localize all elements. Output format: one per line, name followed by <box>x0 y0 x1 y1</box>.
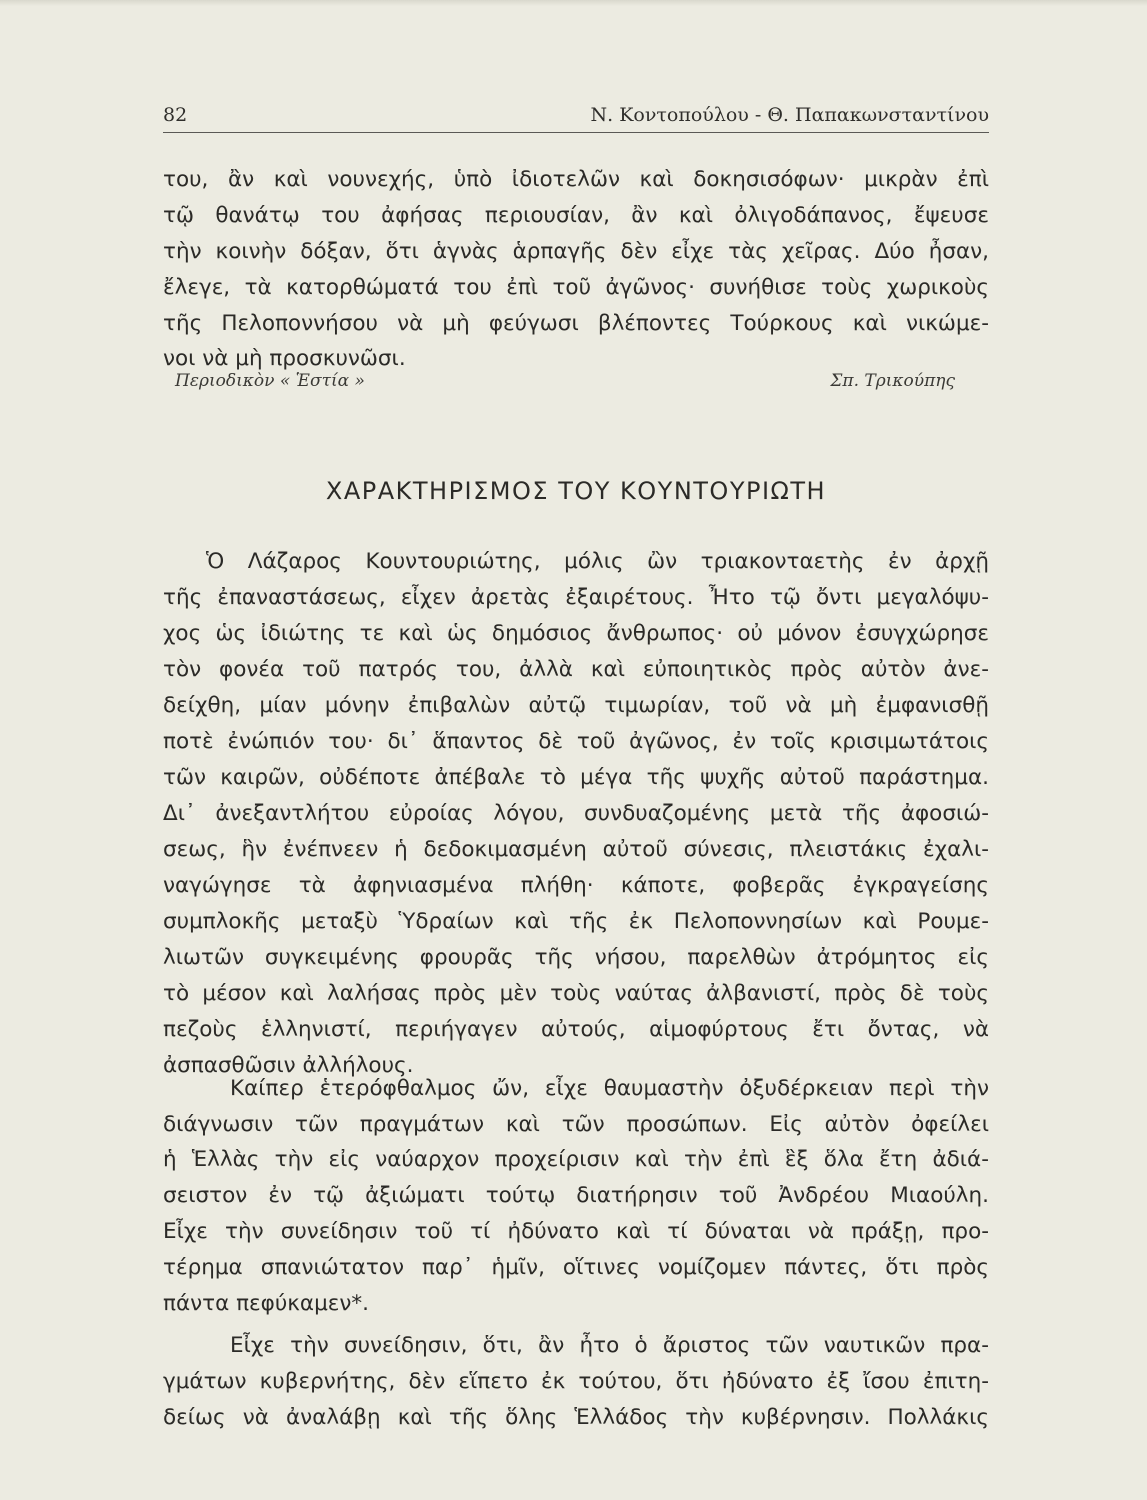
text-line: σειστον ἐν τῷ ἀξιώματι τούτῳ διατήρησιν τοῦ Ἀνδρέου Μιαούλη. <box>163 1183 989 1208</box>
page-number: 82 <box>163 104 188 126</box>
source-citation <box>175 371 955 401</box>
text-line: Εἶχε τὴν συνείδησιν τοῦ τί ἠδύνατο καὶ τί δύναται νὰ πράξῃ, προ- <box>163 1219 989 1244</box>
text-line: τῆς Πελοποννήσου νὰ μὴ φεύγωσι βλέποντες Τούρκους καὶ νικώμε- <box>163 311 989 336</box>
text-line: τέρημα σπανιώτατον παρ᾽ ἡμῖν, οἵτινες νομίζομεν πάντες, ὅτι πρὸς <box>163 1255 989 1280</box>
text-line: Καίπερ ἑτερόφθαλμος ὤν, εἶχε θαυμαστὴν ὀξυδέρκειαν περὶ τὴν <box>230 1076 989 1101</box>
text-line: πεζοὺς ἑλληνιστί, περιήγαγεν αὐτούς, αἱμοφύρτους ἔτι ὄντας, νὰ <box>163 1017 989 1042</box>
text-line: λιωτῶν συγκειμένης φρουρᾶς τῆς νήσου, παρελθὼν ἀτρόμητος εἰς <box>163 945 989 970</box>
text-line: τῷ θανάτῳ του ἀφήσας περιουσίαν, ἂν καὶ ὀλιγοδάπανος, ἔψευσε <box>163 203 989 228</box>
text-line: συμπλοκῆς μεταξὺ Ὑδραίων καὶ τῆς ἐκ Πελοποννησίων καὶ Ρουμε- <box>163 909 989 934</box>
text-line: ποτὲ ἐνώπιόν του· δι᾽ ἅπαντος δὲ τοῦ ἀγῶνος, ἐν τοῖς κρισιμωτάτοις <box>163 729 989 754</box>
text-line: διάγνωσιν τῶν πραγμάτων καὶ τῶν προσώπων. Εἰς αὐτὸν ὀφείλει <box>163 1112 989 1137</box>
text-line: δείχθη, μίαν μόνην ἐπιβαλὼν αὐτῷ τιμωρίαν, τοῦ νὰ μὴ ἐμφανισθῇ <box>163 693 989 718</box>
text-line: τὸν φονέα τοῦ πατρός του, ἀλλὰ καὶ εὐποιητικὸς πρὸς αὐτὸν ἀνε- <box>163 657 989 682</box>
source-publication: Περιοδικὸν « Ἑστία » <box>175 371 365 391</box>
text-line: ἔλεγε, τὰ κατορθώματά του ἐπὶ τοῦ ἀγῶνος· συνήθισε τοὺς χωρικοὺς <box>163 275 989 300</box>
text-line: Δι᾽ ἀνεξαντλήτου εὐροίας λόγου, συνδυαζομένης μετὰ τῆς ἀφοσιώ- <box>163 801 989 826</box>
text-line: νοι νὰ μὴ προσκυνῶσι. <box>163 346 406 371</box>
text-line: ναγώγησε τὰ ἀφηνιασμένα πλήθη· κάποτε, φοβερᾶς ἐγκραγείσης <box>163 873 989 898</box>
text-line: ἀσπασθῶσιν ἀλλήλους. <box>163 1053 414 1078</box>
text-line: γμάτων κυβερνήτης, δὲν εἵπετο ἐκ τούτου, ὅτι ἠδύνατο ἐξ ἴσου ἐπιτη- <box>163 1369 989 1394</box>
text-line: Εἶχε τὴν συνείδησιν, ὅτι, ἂν ἦτο ὁ ἄριστος τῶν ναυτικῶν πρα- <box>230 1333 989 1358</box>
page-edge <box>0 0 1147 6</box>
text-line: τῶν καιρῶν, οὐδέποτε ἀπέβαλε τὸ μέγα τῆς ψυχῆς αὐτοῦ παράστημα. <box>163 765 989 790</box>
text-line: σεως, ἣν ἐνέπνεεν ἡ δεδοκιμασμένη αὐτοῦ σύνεσις, πλειστάκις ἐχαλι- <box>163 837 989 862</box>
text-line: Ὁ Λάζαρος Κουντουριώτης, μόλις ὢν τριακονταετὴς ἐν ἀρχῇ <box>206 549 989 574</box>
source-author: Σπ. Τρικούπης <box>830 371 955 391</box>
text-line: τὸ μέσον καὶ λαλήσας πρὸς μὲν τοὺς ναύτας ἀλβανιστί, πρὸς δὲ τοὺς <box>163 981 989 1006</box>
text-line: τῆς ἐπαναστάσεως, εἶχεν ἀρετὰς ἐξαιρέτους. Ἦτο τῷ ὄντι μεγαλόψυ- <box>163 585 989 610</box>
section-title: ΧΑΡΑΚΤΗΡΙΣΜΟΣ ΤΟΥ ΚΟΥΝΤΟΥΡΙΩΤΗ <box>325 477 827 505</box>
running-title: Ν. Κοντοπούλου - Θ. Παπακωνσταντίνου <box>590 104 989 126</box>
text-line: δείως νὰ ἀναλάβῃ καὶ τῆς ὅλης Ἑλλάδος τὴν κυβέρνησιν. Πολλάκις <box>163 1405 989 1430</box>
text-line: χος ὡς ἰδιώτης τε καὶ ὡς δημόσιος ἄνθρωπος· οὐ μόνον ἐσυγχώρησε <box>163 621 989 646</box>
text-line: ἡ Ἑλλὰς τὴν εἰς ναύαρχον προχείρισιν καὶ τὴν ἐπὶ ἓξ ὅλα ἔτη ἀδιά- <box>163 1147 989 1172</box>
text-line: τὴν κοινὴν δόξαν, ὅτι ἁγνὰς ἁρπαγῆς δὲν εἶχε τὰς χεῖρας. Δύο ἦσαν, <box>163 239 989 264</box>
text-line: του, ἂν καὶ νουνεχής, ὑπὸ ἰδιοτελῶν καὶ δοκησισόφων· μικρὰν ἐπὶ <box>163 167 989 192</box>
page-header <box>163 104 989 133</box>
text-line: πάντα πεφύκαμεν*. <box>163 1291 370 1316</box>
